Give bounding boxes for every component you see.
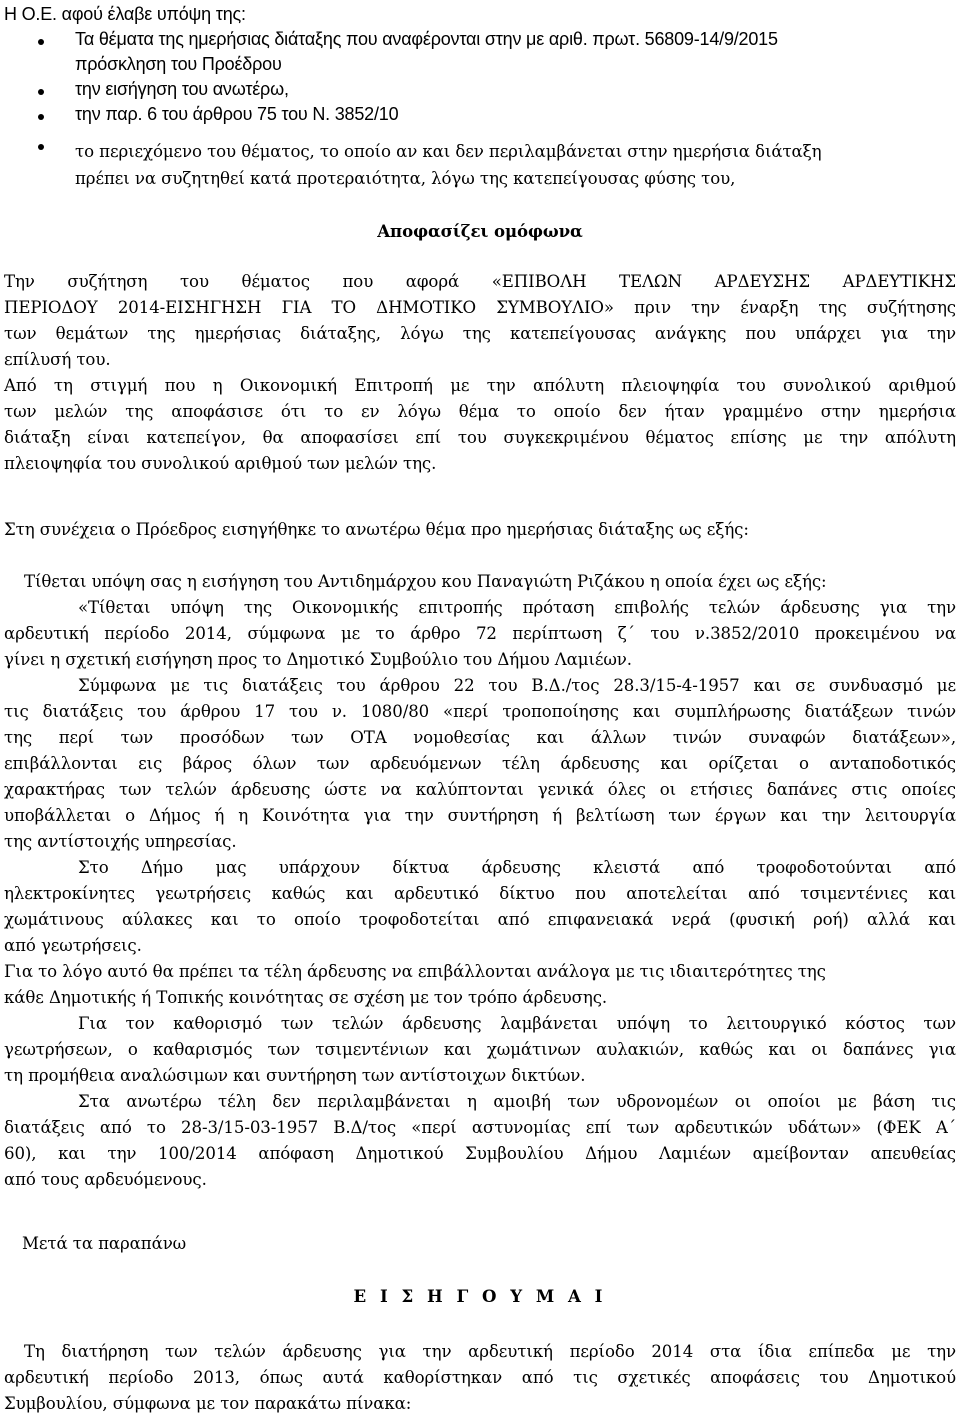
decision-line-1: Την συζήτηση του θέματος που αφορά «ΕΠΙΒΟΛΗ ΤΕΛΩΝ ΑΡΔΕΥΣΗΣ ΑΡΔΕΥΤΙΚΗΣ — [4, 272, 956, 291]
closing-line-2: αρδευτική περίοδο 2013, όπως αυτά καθορίστηκαν από τις σχετικές αποφάσεις του Δημοτικού — [4, 1368, 956, 1387]
proposal-line: Σύμφωνα με τις διατάξεις του άρθρου 22 του Β.Δ./τος 28.3/15-4-1957 και σε συνδυασμό με — [78, 676, 956, 695]
proposal-line: χαρακτήρας των τελών άρδευσης ώστε να καλύπτονται γενικά όλες οι ετήσιες δαπάνες στις οποίες — [4, 780, 956, 799]
proposal-line: αρδευτική περίοδο 2014, σύμφωνα με το άρθρο 72 περίπτωση ζ΄ του ν.3852/2010 προκειμένου να — [4, 624, 956, 643]
intro-bullet-3: την παρ. 6 του άρθρου 75 του Ν. 3852/10 — [75, 104, 399, 124]
proposal-line: τη προμήθεια αναλώσιμων και συντήρηση των αντίστοιχων δικτύων. — [4, 1066, 586, 1085]
proposal-line: 60), και την 100/2014 απόφαση Δημοτικού Συμβουλίου Δήμου Λαμιέων αμείβονταν απευθείας — [4, 1144, 956, 1163]
bullet-dot — [38, 144, 44, 150]
proposal-line: επιβάλλονται εις βάρος όλων των αρδευόμενων τέλη άρδευσης και ορίζεται ο ανταποδοτικός — [4, 754, 956, 773]
proposal-line: της περί των προσόδων των ΟΤΑ νομοθεσίας και άλλων τινών συναφών διατάξεων», — [4, 728, 956, 747]
proposal-line: της αντίστοιχής υπηρεσίας. — [4, 832, 237, 851]
proposal-line: Για το λόγο αυτό θα πρέπει τα τέλη άρδευσης να επιβάλλονται ανάλογα με τις ιδιαιτερότητες της — [4, 962, 826, 981]
decision-heading: Αποφασίζει ομόφωνα — [377, 221, 583, 241]
closing-line-1: Τη διατήρηση των τελών άρδευσης για την αρδευτική περίοδο 2014 στα ίδια επίπεδα με την — [24, 1342, 956, 1361]
proposal-line: από γεωτρήσεις. — [4, 936, 142, 955]
after-above-label: Μετά τα παραπάνω — [22, 1234, 187, 1253]
proposal-line: διατάξεις από το 28-3/15-03-1957 Β.Δ/τος «περί αστυνομίας επί των αρδευτικών υδάτων» (ΦΕΚ Α΄ — [4, 1118, 956, 1137]
proposal-intro: Τίθεται υπόψη σας η εισήγηση του Αντιδημάρχου κου Παναγιώτη Ριζάκου η οποία έχει ως εξής: — [24, 572, 827, 591]
proposal-line: Στα ανωτέρω τέλη δεν περιλαμβάνεται η αμοιβή των υδρονομέων οι οποίοι με βάση τις — [78, 1092, 956, 1111]
proposal-line: Για τον καθορισμό των τελών άρδευσης λαμβάνεται υπόψη το λειτουργικό κόστος των — [78, 1014, 956, 1033]
decision-line-2: ΠΕΡΙΟΔΟΥ 2014-ΕΙΣΗΓΗΣΗ ΓΙΑ ΤΟ ΔΗΜΟΤΙΚΟ ΣΥΜΒΟΥΛΙΟ» πριν την έναρξη της συζήτησης — [4, 298, 956, 317]
proposal-line: γίνει η σχετική εισήγηση προς το Δημοτικό Συμβούλιο του Δήμου Λαμιέων. — [4, 650, 632, 669]
closing-line-3: Συμβουλίου, σύμφωνα με τον παρακάτω πίνακα: — [4, 1394, 412, 1413]
bullet-dot — [38, 39, 44, 45]
intro-bullet-4: το περιεχόμενο του θέματος, το οποίο αν και δεν περιλαμβάνεται στην ημερήσια διάταξη — [75, 142, 822, 161]
decision-line-7: διάταξη είναι κατεπείγον, θα αποφασίσει επί του συγκεκριμένου θέματος επίσης με την απόλυτη — [4, 428, 956, 447]
proposal-line: Στο Δήμο μας υπάρχουν δίκτυα άρδευσης κλειστά από τροφοδοτούνται από — [78, 858, 956, 877]
proposal-line: υποβάλλεται ο Δήμος ή η Κοινότητα για την συντήρηση ή βελτίωση των έργων και την λειτουργία — [4, 806, 956, 825]
proposal-line: κάθε Δημοτικής ή Τοπικής κοινότητας σε σχέση με τον τρόπο άρδευσης. — [4, 988, 608, 1007]
proposal-line: ηλεκτροκίνητες γεωτρήσεις καθώς και αρδευτικό δίκτυο που αποτελείται από τσιμεντένιες και — [4, 884, 956, 903]
decision-line-4: επίλυσή του. — [4, 350, 111, 369]
decision-line-6: των μελών της αποφάσισε ότι το εν λόγω θέμα το οποίο δεν ήταν γραμμένο στην ημερήσια — [4, 402, 956, 421]
continuation-line: Στη συνέχεια ο Πρόεδρος εισηγήθηκε το ανωτέρω θέμα προ ημερήσιας διάταξης ως εξής: — [4, 520, 749, 539]
proposal-line: τις διατάξεις του άρθρου 17 του ν. 1080/80 «περί τροποποίησης και συμπλήρωσης διατάξεων τινών — [4, 702, 956, 721]
bullet-dot — [38, 114, 44, 120]
decision-line-3: των θεμάτων της ημερήσιας διάταξης, λόγω της κατεπείγουσας ανάγκης που υπάρχει για την — [4, 324, 956, 343]
decision-line-8: πλειοψηφία του συνολικού αριθμού των μελών της. — [4, 454, 437, 473]
proposal-line: χωμάτινους αύλακες και το οποίο τροφοδοτείται από επιφανειακά νερά (φυσική ροή) αλλά και — [4, 910, 956, 929]
proposal-line: γεωτρήσεων, ο καθαρισμός των τσιμεντένιων και χωμάτινων αυλακιών, καθώς και οι δαπάνες για — [4, 1040, 956, 1059]
propose-heading: Ε Ι Σ Η Γ Ο Υ Μ Α Ι — [353, 1286, 607, 1306]
intro-bullet-2: την εισήγηση του ανωτέρω, — [75, 79, 289, 99]
intro-bullet-1: Τα θέματα της ημερήσιας διάταξης που αναφέρονται στην με αριθ. πρωτ. 56809-14/9/2015 — [75, 29, 778, 49]
proposal-line: από τους αρδευόμενους. — [4, 1170, 207, 1189]
intro-bullet-4-cont: πρέπει να συζητηθεί κατά προτεραιότητα, λόγω της κατεπείγουσας φύσης του, — [75, 169, 736, 188]
intro-title: Η Ο.Ε. αφού έλαβε υπόψη της: — [4, 4, 246, 24]
decision-line-5: Από τη στιγμή που η Οικονομική Επιτροπή με την απόλυτη πλειοψηφία του συνολικού αριθμού — [4, 376, 956, 395]
intro-bullet-1-cont: πρόσκληση του Προέδρου — [75, 54, 282, 74]
bullet-dot — [38, 89, 44, 95]
proposal-line: «Τίθεται υπόψη της Οικονομικής επιτροπής πρόταση επιβολής τελών άρδευσης για την — [78, 598, 956, 617]
